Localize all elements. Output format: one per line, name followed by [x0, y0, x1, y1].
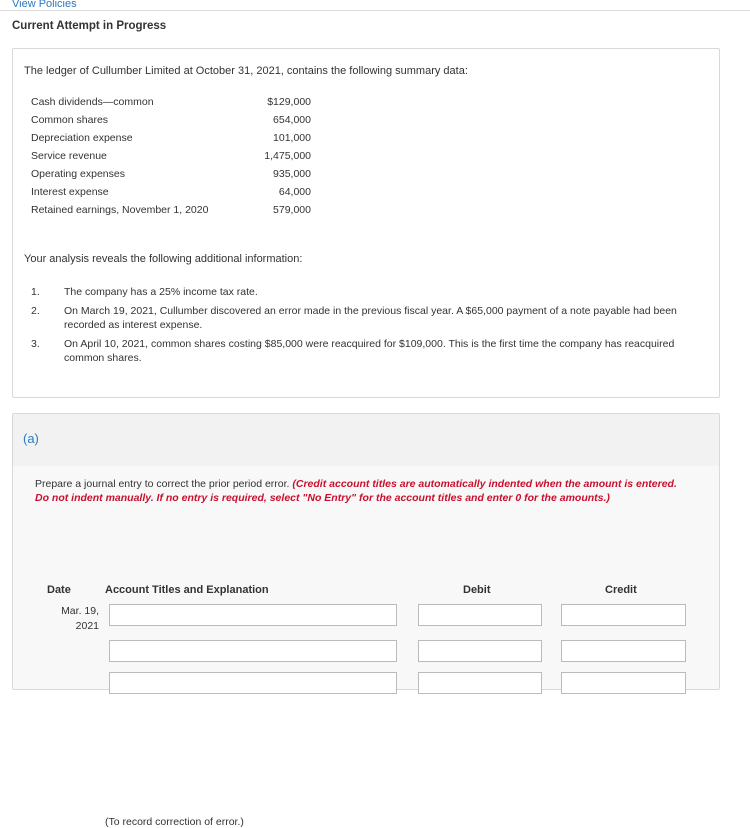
ledger-value: 654,000 — [273, 114, 311, 126]
list-text: On April 10, 2021, common shares costing $85,000 were reacquired for $109,000. This is the first time the company has reacquired common shares. — [64, 338, 675, 364]
credit-header: Credit — [605, 584, 637, 596]
debit-input-3[interactable] — [418, 672, 542, 694]
ledger-value: 579,000 — [273, 204, 311, 216]
problem-intro: The ledger of Cullumber Limited at October 31, 2021, contains the following summary data: — [24, 65, 468, 77]
ledger-row — [31, 204, 311, 222]
list-item — [31, 337, 711, 365]
debit-input-1[interactable] — [418, 604, 542, 626]
ledger-value: 64,000 — [278, 186, 311, 198]
entry-memo: (To record correction of error.) — [105, 816, 244, 828]
attempt-status: Current Attempt in Progress — [12, 20, 167, 32]
list-item — [31, 285, 711, 299]
ledger-label: Retained earnings, November 1, 2020 — [31, 204, 209, 216]
debit-input-2[interactable] — [418, 640, 542, 662]
account-title-input-2[interactable] — [109, 640, 397, 662]
additional-info-list — [31, 285, 711, 370]
instruction-main: Prepare a journal entry to correct the prior period error. — [35, 478, 290, 490]
ledger-label: Depreciation expense — [31, 132, 133, 144]
view-policies-link[interactable]: View Policies — [12, 0, 77, 10]
ledger-value: 101,000 — [273, 132, 311, 144]
account-header: Account Titles and Explanation — [105, 584, 269, 596]
ledger-row — [31, 132, 311, 150]
list-number: 1. — [31, 286, 40, 298]
list-text: On March 19, 2021, Cullumber discovered an error made in the previous fiscal year. A $65,000 payment of a note payable had been recorded as interest expense. — [64, 305, 677, 331]
ledger-label: Interest expense — [31, 186, 109, 198]
ledger-value: 1,475,000 — [264, 150, 311, 162]
ledger-label: Common shares — [31, 114, 109, 126]
ledger-label: Operating expenses — [31, 168, 125, 180]
account-title-input-1[interactable] — [109, 604, 397, 626]
part-label: (a) — [23, 431, 39, 446]
ledger-row — [31, 114, 311, 132]
list-number: 2. — [31, 305, 40, 317]
ledger-label: Service revenue — [31, 150, 107, 162]
list-item — [31, 304, 711, 332]
ledger-value: $129,000 — [267, 96, 311, 108]
part-a-header — [13, 414, 719, 466]
debit-header: Debit — [463, 584, 491, 596]
credit-input-2[interactable] — [561, 640, 686, 662]
ledger-row — [31, 96, 311, 114]
analysis-intro: Your analysis reveals the following additional information: — [24, 253, 303, 265]
credit-input-3[interactable] — [561, 672, 686, 694]
instruction-note: (Credit account titles are automatically indented when the amount is entered. Do not indent manually. If no entry is required, select "No Entry" for the account titles and enter 0 for the amounts.) — [35, 478, 677, 504]
ledger-value: 935,000 — [273, 168, 311, 180]
part-a-section — [12, 413, 720, 828]
credit-input-1[interactable] — [561, 604, 686, 626]
ledger-row — [31, 150, 311, 168]
ledger-summary — [31, 96, 311, 222]
account-title-input-3[interactable] — [109, 672, 397, 694]
part-a-body — [13, 466, 719, 828]
entry-date-line2: 2021 — [75, 620, 99, 632]
ledger-row — [31, 168, 311, 186]
list-number: 3. — [31, 338, 40, 350]
problem-statement — [12, 48, 720, 398]
list-text: The company has a 25% income tax rate. — [64, 286, 258, 298]
ledger-label: Cash dividends—common — [31, 96, 154, 108]
date-header: Date — [47, 584, 71, 596]
entry-date-line1: Mar. 19, — [61, 605, 99, 617]
instruction-text — [35, 477, 685, 505]
entry-date — [47, 604, 99, 634]
header-divider — [0, 10, 750, 11]
ledger-row — [31, 186, 311, 204]
